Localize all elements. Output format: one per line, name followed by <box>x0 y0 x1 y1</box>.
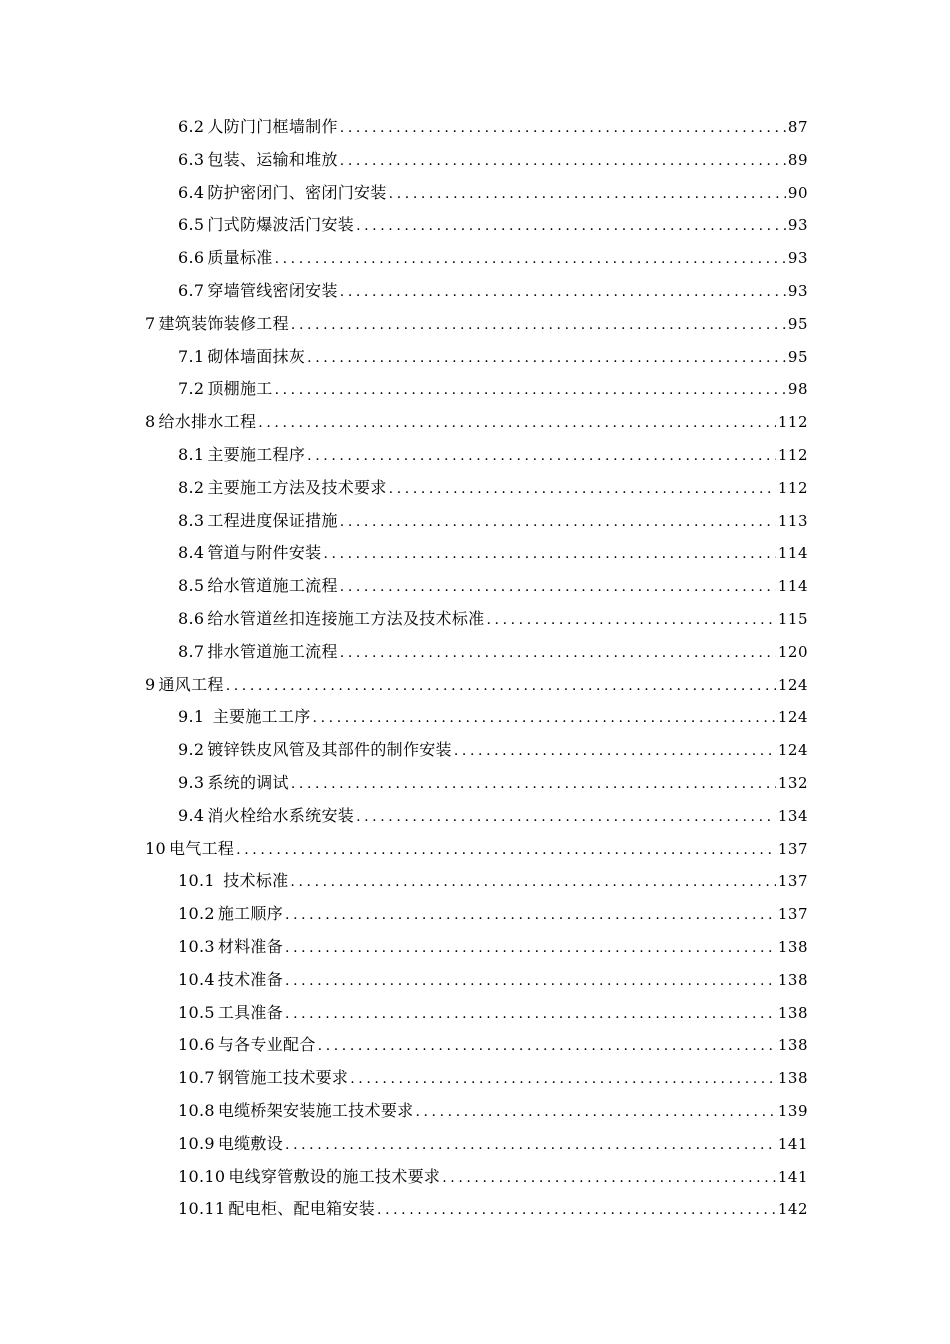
toc-entry-title: 建筑装饰装修工程 <box>158 313 289 333</box>
table-of-contents <box>145 111 808 1226</box>
toc-entry-title: 钢管施工技术要求 <box>217 1068 349 1088</box>
toc-dot-leader <box>356 210 786 243</box>
toc-entry-title: 主要施工工序 <box>207 707 311 727</box>
toc-entry-label <box>145 833 234 866</box>
toc-entry-title: 排水管道施工流程 <box>207 641 338 661</box>
toc-entry-label <box>178 537 321 570</box>
toc-entry-number: 6.3 <box>178 149 205 169</box>
toc-entry-title: 消火栓给水系统安装 <box>207 805 355 825</box>
toc-entry[interactable] <box>145 1062 808 1095</box>
toc-entry-title: 管道与附件安装 <box>207 543 322 563</box>
toc-entry[interactable] <box>145 865 808 898</box>
toc-entry-label <box>178 603 484 636</box>
toc-entry-page-number: 95 <box>787 314 808 333</box>
toc-dot-leader <box>290 866 775 899</box>
toc-entry[interactable] <box>145 833 808 866</box>
toc-entry[interactable] <box>145 767 808 800</box>
toc-entry-title: 给水管道丝扣连接施工方法及技术标准 <box>207 608 485 628</box>
toc-entry-label <box>178 1062 348 1095</box>
toc-entry-label <box>178 800 354 833</box>
toc-entry-page-number: 93 <box>787 216 808 235</box>
toc-dot-leader <box>340 145 786 178</box>
toc-dot-leader <box>275 374 786 407</box>
toc-entry-title: 与各专业配合 <box>217 1035 316 1055</box>
toc-entry-label <box>178 1193 375 1226</box>
toc-entry-number: 10.6 <box>178 1035 215 1055</box>
toc-entry-number: 10 <box>145 838 166 858</box>
toc-entry-label <box>178 931 283 964</box>
toc-entry-number: 9 <box>145 674 156 694</box>
toc-entry-number: 9.2 <box>178 740 205 760</box>
toc-entry[interactable] <box>145 177 808 210</box>
toc-entry-number: 7 <box>145 313 156 333</box>
toc-entry-number: 8 <box>145 412 156 432</box>
toc-entry-number: 10.5 <box>178 1002 215 1022</box>
toc-entry[interactable] <box>145 898 808 931</box>
toc-entry-page-number: 138 <box>777 1069 808 1088</box>
toc-entry[interactable] <box>145 964 808 997</box>
toc-entry-label <box>178 1161 440 1194</box>
toc-entry-label <box>178 636 338 669</box>
toc-entry-label <box>178 734 452 767</box>
toc-entry-number: 6.2 <box>178 117 205 136</box>
toc-entry-number: 6.6 <box>178 248 205 268</box>
toc-entry-page-number: 93 <box>787 281 808 300</box>
toc-dot-leader <box>356 801 776 834</box>
toc-entry[interactable] <box>145 570 808 603</box>
toc-dot-leader <box>291 768 776 801</box>
toc-dot-leader <box>389 178 786 211</box>
toc-dot-leader <box>377 1194 776 1227</box>
toc-entry-page-number: 138 <box>777 1003 808 1022</box>
toc-entry-title: 门式防爆波活门安装 <box>207 215 355 235</box>
toc-dot-leader <box>442 1162 776 1195</box>
toc-entry-label <box>178 1128 283 1161</box>
toc-entry-title: 材料准备 <box>217 936 284 956</box>
toc-entry-title: 电线穿管敷设的施工技术要求 <box>228 1166 441 1186</box>
toc-entry[interactable] <box>145 1161 808 1194</box>
toc-entry-number: 8.1 <box>178 444 205 464</box>
toc-entry[interactable] <box>145 111 808 144</box>
toc-entry[interactable] <box>145 242 808 275</box>
toc-entry-page-number: 138 <box>777 970 808 989</box>
toc-entry-title: 主要施工方法及技术要求 <box>207 477 387 497</box>
toc-entry[interactable] <box>145 275 808 308</box>
toc-entry-number: 10.7 <box>178 1068 215 1088</box>
toc-entry[interactable] <box>145 209 808 242</box>
toc-entry-page-number: 87 <box>787 118 808 136</box>
toc-dot-leader <box>285 932 776 965</box>
toc-dot-leader <box>415 1096 775 1129</box>
toc-entry-page-number: 138 <box>777 937 808 956</box>
toc-entry-page-number: 112 <box>777 445 808 464</box>
toc-entry-title: 技术标准 <box>217 871 289 891</box>
toc-entry-number: 6.7 <box>178 280 205 300</box>
toc-entry[interactable] <box>145 1193 808 1226</box>
toc-entry-number: 10.2 <box>178 904 215 924</box>
toc-entry-number: 8.6 <box>178 608 205 628</box>
toc-entry-page-number: 137 <box>777 839 808 858</box>
toc-entry-page-number: 141 <box>777 1167 808 1186</box>
toc-entry[interactable] <box>145 308 808 341</box>
toc-dot-leader <box>226 670 776 703</box>
toc-entry-number: 6.5 <box>178 215 205 235</box>
toc-entry-label <box>178 865 288 898</box>
toc-entry[interactable] <box>145 603 808 636</box>
toc-entry[interactable] <box>145 144 808 177</box>
toc-dot-leader <box>350 1063 776 1096</box>
toc-entry-title: 镀锌铁皮风管及其部件的制作安装 <box>207 740 452 760</box>
toc-dot-leader <box>236 834 776 867</box>
toc-entry-page-number: 124 <box>777 741 808 760</box>
toc-entry-number: 8.4 <box>178 543 205 563</box>
toc-entry-page-number: 124 <box>777 675 808 694</box>
toc-entry-title: 系统的调试 <box>207 772 289 792</box>
toc-entry-number: 7.2 <box>178 379 205 399</box>
toc-entry-page-number: 95 <box>787 347 808 366</box>
toc-entry-title: 人防门门框墙制作 <box>207 117 338 136</box>
toc-entry-page-number: 141 <box>777 1134 808 1153</box>
toc-entry-number: 8.7 <box>178 641 205 661</box>
toc-dot-leader <box>486 604 775 637</box>
toc-entry-number: 10.9 <box>178 1133 215 1153</box>
toc-entry[interactable] <box>145 406 808 439</box>
toc-entry-page-number: 112 <box>777 413 808 432</box>
toc-dot-leader <box>285 1129 776 1162</box>
toc-entry[interactable] <box>145 373 808 406</box>
toc-entry[interactable] <box>145 636 808 669</box>
toc-entry-title: 质量标准 <box>207 248 273 268</box>
toc-dot-leader <box>307 440 776 473</box>
toc-entry-page-number: 114 <box>777 544 808 563</box>
toc-entry[interactable] <box>145 439 808 472</box>
toc-entry[interactable] <box>145 1095 808 1128</box>
toc-dot-leader <box>318 1030 776 1063</box>
toc-entry-page-number: 112 <box>777 478 808 497</box>
toc-entry-number: 9.4 <box>178 805 205 825</box>
toc-entry-label <box>178 177 387 210</box>
toc-dot-leader <box>340 112 786 145</box>
toc-entry-title: 给水管道施工流程 <box>207 576 338 596</box>
toc-dot-leader <box>340 276 786 309</box>
toc-entry-page-number: 124 <box>777 708 808 727</box>
toc-entry-page-number: 132 <box>777 773 808 792</box>
toc-entry-title: 电气工程 <box>168 838 235 858</box>
toc-entry[interactable] <box>145 472 808 505</box>
toc-entry-title: 技术准备 <box>217 969 284 989</box>
toc-entry-title: 配电柜、配电箱安装 <box>228 1199 376 1219</box>
toc-entry-label <box>178 341 305 374</box>
toc-entry-page-number: 98 <box>787 380 808 399</box>
toc-dot-leader <box>389 473 776 506</box>
toc-entry-page-number: 134 <box>777 806 808 825</box>
toc-dot-leader <box>340 506 776 539</box>
toc-entry-label <box>178 701 311 734</box>
toc-entry-number: 8.2 <box>178 477 205 497</box>
toc-entry-label <box>178 997 283 1030</box>
toc-entry[interactable] <box>145 505 808 538</box>
toc-entry-title: 通风工程 <box>158 674 224 694</box>
toc-entry-title: 包装、运输和堆放 <box>207 149 338 169</box>
toc-entry-title: 电缆桥架安装施工技术要求 <box>217 1100 414 1120</box>
toc-entry-title: 给水排水工程 <box>158 412 257 432</box>
toc-entry-label <box>178 472 387 505</box>
toc-entry-number: 10.3 <box>178 936 215 956</box>
toc-entry-label <box>178 439 305 472</box>
toc-entry-page-number: 120 <box>777 642 808 661</box>
toc-entry-label <box>178 570 338 603</box>
toc-dot-leader <box>275 243 786 276</box>
toc-dot-leader <box>285 998 776 1031</box>
toc-entry[interactable] <box>145 341 808 374</box>
toc-entry-title: 电缆敷设 <box>217 1133 284 1153</box>
toc-entry-title: 工具准备 <box>217 1002 284 1022</box>
toc-entry-label <box>145 308 289 341</box>
toc-entry-page-number: 89 <box>787 150 808 169</box>
toc-entry-label <box>178 767 289 800</box>
toc-entry-number: 10.11 <box>178 1199 226 1219</box>
toc-entry-number: 7.1 <box>178 346 205 366</box>
toc-entry-page-number: 138 <box>777 1036 808 1055</box>
toc-dot-leader <box>285 899 776 932</box>
toc-entry-number: 10.10 <box>178 1166 226 1186</box>
toc-entry-label <box>178 1095 413 1128</box>
toc-entry[interactable] <box>145 931 808 964</box>
toc-entry-title: 施工顺序 <box>217 904 284 924</box>
toc-entry-page-number: 137 <box>777 872 808 891</box>
toc-entry-label <box>178 209 354 242</box>
toc-entry-page-number: 137 <box>777 905 808 924</box>
toc-entry-title: 工程进度保证措施 <box>207 510 338 530</box>
toc-dot-leader <box>454 735 776 768</box>
toc-entry-label <box>178 242 273 275</box>
toc-dot-leader <box>313 702 776 735</box>
toc-entry-page-number: 93 <box>787 249 808 268</box>
toc-dot-leader <box>340 637 776 670</box>
toc-entry-number: 10.1 <box>178 871 215 891</box>
toc-entry-title: 砌体墙面抹灰 <box>207 346 306 366</box>
toc-entry-title: 顶棚施工 <box>207 379 273 399</box>
toc-entry-page-number: 139 <box>777 1101 808 1120</box>
toc-entry-number: 8.5 <box>178 576 205 596</box>
toc-dot-leader <box>307 342 786 375</box>
toc-entry-title: 防护密闭门、密闭门安装 <box>207 182 387 202</box>
toc-entry[interactable] <box>145 734 808 767</box>
toc-dot-leader <box>323 538 775 571</box>
toc-entry-number: 8.3 <box>178 510 205 530</box>
toc-dot-leader <box>258 407 776 440</box>
toc-entry-label <box>178 505 338 538</box>
toc-entry[interactable] <box>145 1029 808 1062</box>
toc-entry-number: 10.4 <box>178 969 215 989</box>
toc-entry-page-number: 114 <box>777 577 808 596</box>
toc-entry-page-number: 113 <box>777 511 808 530</box>
toc-entry-number: 6.4 <box>178 182 205 202</box>
toc-dot-leader <box>291 309 786 342</box>
toc-entry-label <box>178 898 283 931</box>
toc-entry[interactable] <box>145 537 808 570</box>
toc-dot-leader <box>340 571 776 604</box>
toc-entry-label <box>178 964 283 997</box>
toc-entry-label <box>178 1029 316 1062</box>
toc-entry-label <box>178 275 338 308</box>
toc-entry-page-number: 90 <box>787 183 808 202</box>
toc-entry[interactable] <box>145 669 808 702</box>
toc-entry-label <box>178 111 338 144</box>
toc-entry-number: 9.1 <box>178 707 205 727</box>
toc-entry-label <box>145 669 224 702</box>
toc-entry-number: 10.8 <box>178 1100 215 1120</box>
toc-entry-label <box>145 406 256 439</box>
toc-entry-number: 9.3 <box>178 772 205 792</box>
toc-entry-label <box>178 373 273 406</box>
toc-entry-label <box>178 144 338 177</box>
toc-entry-title: 穿墙管线密闭安装 <box>207 280 338 300</box>
toc-entry[interactable] <box>145 800 808 833</box>
toc-entry[interactable] <box>145 701 808 734</box>
toc-entry[interactable] <box>145 1128 808 1161</box>
toc-entry-page-number: 115 <box>777 609 808 628</box>
toc-entry-title: 主要施工程序 <box>207 444 306 464</box>
toc-entry-page-number: 142 <box>777 1200 808 1219</box>
toc-entry[interactable] <box>145 997 808 1030</box>
toc-dot-leader <box>285 965 776 998</box>
